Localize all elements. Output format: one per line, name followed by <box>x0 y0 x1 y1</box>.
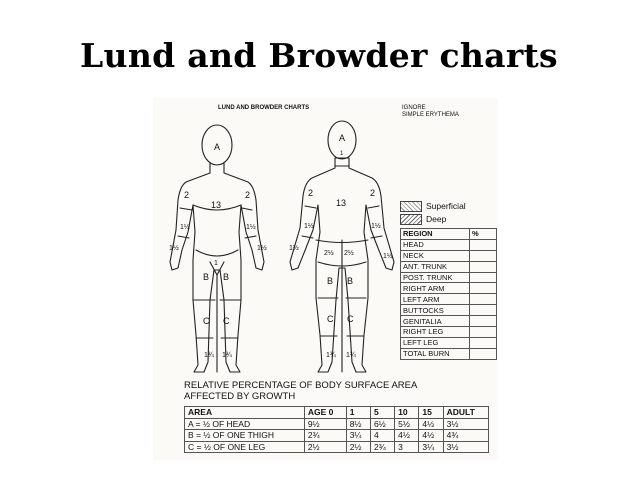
back-thigh-right-label: B <box>347 276 354 286</box>
region-name-cell: LEFT ARM <box>401 294 470 305</box>
region-table <box>400 228 497 360</box>
front-hand-right-label: 1½ <box>257 245 267 252</box>
growth-cell: 2¾ <box>370 441 394 453</box>
growth-cell: 3 <box>395 441 419 453</box>
chart-header-right-2: SIMPLE ERYTHEMA <box>402 112 459 118</box>
region-row <box>401 239 497 250</box>
growth-title-line-1: RELATIVE PERCENTAGE OF BODY SURFACE AREA <box>184 380 418 391</box>
front-foot-left-label: 1¾ <box>204 352 214 359</box>
front-forearm-left-label: 1½ <box>180 224 190 231</box>
front-trunk-label: 13 <box>211 200 222 210</box>
region-percent-cell[interactable] <box>470 348 497 359</box>
growth-cell: 2½ <box>346 441 370 453</box>
growth-cell: 9½ <box>304 418 346 430</box>
region-percent-cell[interactable] <box>470 250 497 261</box>
back-forearm-left-label: 1½ <box>304 223 314 230</box>
front-upper-arm-left-label: 2 <box>184 190 190 200</box>
region-name-cell: RIGHT LEG <box>401 327 470 338</box>
growth-cell: 8½ <box>346 418 370 430</box>
front-leg-right-label: C <box>223 316 230 326</box>
growth-cell: 3½ <box>443 441 488 453</box>
back-buttock-left-label: 2½ <box>324 250 334 257</box>
front-thigh-right-label: B <box>223 272 230 282</box>
growth-cell: 4 <box>370 430 394 442</box>
legend-superficial-label: Superficial <box>426 201 466 211</box>
front-forearm-right-label: 1½ <box>246 224 256 231</box>
region-row <box>401 283 497 294</box>
region-name-cell: ANT. TRUNK <box>401 261 470 272</box>
back-body-outline <box>290 121 394 372</box>
region-header: REGION <box>401 229 470 240</box>
front-genitalia-label: 1 <box>214 260 218 267</box>
growth-header-cell: 5 <box>370 407 394 419</box>
deep-swatch <box>400 214 422 225</box>
growth-row <box>185 430 489 442</box>
growth-cell: A = ½ OF HEAD <box>185 418 305 430</box>
front-hand-left-label: 1½ <box>169 245 179 252</box>
growth-cell: 4½ <box>419 430 443 442</box>
region-row <box>401 316 497 327</box>
growth-cell: 6½ <box>370 418 394 430</box>
region-row <box>401 337 497 348</box>
percent-header: % <box>470 229 497 240</box>
back-leg-right-label: C <box>347 314 354 324</box>
growth-row <box>185 418 489 430</box>
region-percent-cell[interactable] <box>470 261 497 272</box>
region-row <box>401 272 497 283</box>
growth-header-cell: 15 <box>419 407 443 419</box>
growth-cell: C = ½ OF ONE LEG <box>185 441 305 453</box>
region-name-cell: NECK <box>401 250 470 261</box>
back-upper-arm-right-label: 2 <box>370 188 376 198</box>
legend-deep-label: Deep <box>426 214 447 224</box>
growth-cell: B = ½ OF ONE THIGH <box>185 430 305 442</box>
back-head-label: A <box>339 133 346 143</box>
chart-header-left: LUND AND BROWDER CHARTS <box>218 105 310 111</box>
growth-cell: 4½ <box>419 418 443 430</box>
region-row <box>401 305 497 316</box>
region-name-cell: HEAD <box>401 239 470 250</box>
region-percent-cell[interactable] <box>470 283 497 294</box>
growth-header-cell: 1 <box>346 407 370 419</box>
region-percent-cell[interactable] <box>470 294 497 305</box>
back-upper-arm-left-label: 2 <box>308 188 314 198</box>
growth-row <box>185 441 489 453</box>
front-upper-arm-right-label: 2 <box>245 190 251 200</box>
growth-cell: 3¼ <box>346 430 370 442</box>
front-body-outline <box>170 125 264 372</box>
front-thigh-left-label: B <box>203 272 210 282</box>
region-percent-cell[interactable] <box>470 305 497 316</box>
region-row <box>401 348 497 359</box>
growth-table <box>184 406 489 453</box>
growth-title-line-2: AFFECTED BY GROWTH <box>184 391 296 402</box>
region-name-cell: BUTTOCKS <box>401 305 470 316</box>
region-name-cell: RIGHT ARM <box>401 283 470 294</box>
growth-header-cell: 10 <box>395 407 419 419</box>
region-name-cell: POST. TRUNK <box>401 272 470 283</box>
region-percent-cell[interactable] <box>470 337 497 348</box>
growth-cell: 2½ <box>304 441 346 453</box>
growth-cell: 2¾ <box>304 430 346 442</box>
growth-header-cell: AGE 0 <box>304 407 346 419</box>
region-percent-cell[interactable] <box>470 316 497 327</box>
region-percent-cell[interactable] <box>470 272 497 283</box>
back-foot-left-label: 1¾ <box>326 352 336 359</box>
growth-title <box>184 380 417 402</box>
slide-title: Lund and Browder charts <box>80 36 558 75</box>
superficial-swatch <box>400 201 422 212</box>
back-trunk-label: 13 <box>336 198 347 208</box>
back-neck-label: 1 <box>340 151 344 157</box>
region-name-cell: GENITALIA <box>401 316 470 327</box>
region-percent-cell[interactable] <box>470 327 497 338</box>
growth-cell: 4¾ <box>443 430 488 442</box>
back-buttock-right-label: 2½ <box>344 250 354 257</box>
region-row <box>401 250 497 261</box>
region-row <box>401 261 497 272</box>
back-foot-right-label: 1¾ <box>346 352 356 359</box>
growth-cell: 3½ <box>443 418 488 430</box>
growth-cell: 4½ <box>395 430 419 442</box>
chart-header-right-1: IGNORE <box>402 105 426 111</box>
region-row <box>401 294 497 305</box>
region-name-cell: LEFT LEG <box>401 337 470 348</box>
growth-header-cell: ADULT <box>443 407 488 419</box>
growth-cell: 5½ <box>395 418 419 430</box>
back-thigh-left-label: B <box>327 276 334 286</box>
front-leg-left-label: C <box>203 316 210 326</box>
region-name-cell: TOTAL BURN <box>401 348 470 359</box>
region-row <box>401 327 497 338</box>
back-forearm-right-label: 1½ <box>371 223 381 230</box>
front-head-label: A <box>214 142 221 152</box>
back-leg-left-label: C <box>327 314 334 324</box>
growth-cell: 3¼ <box>419 441 443 453</box>
back-hand-right-label: 1½ <box>383 253 393 260</box>
growth-header-cell: AREA <box>185 407 305 419</box>
front-foot-right-label: 1¾ <box>222 352 232 359</box>
back-hand-left-label: 1½ <box>289 245 299 252</box>
region-percent-cell[interactable] <box>470 239 497 250</box>
